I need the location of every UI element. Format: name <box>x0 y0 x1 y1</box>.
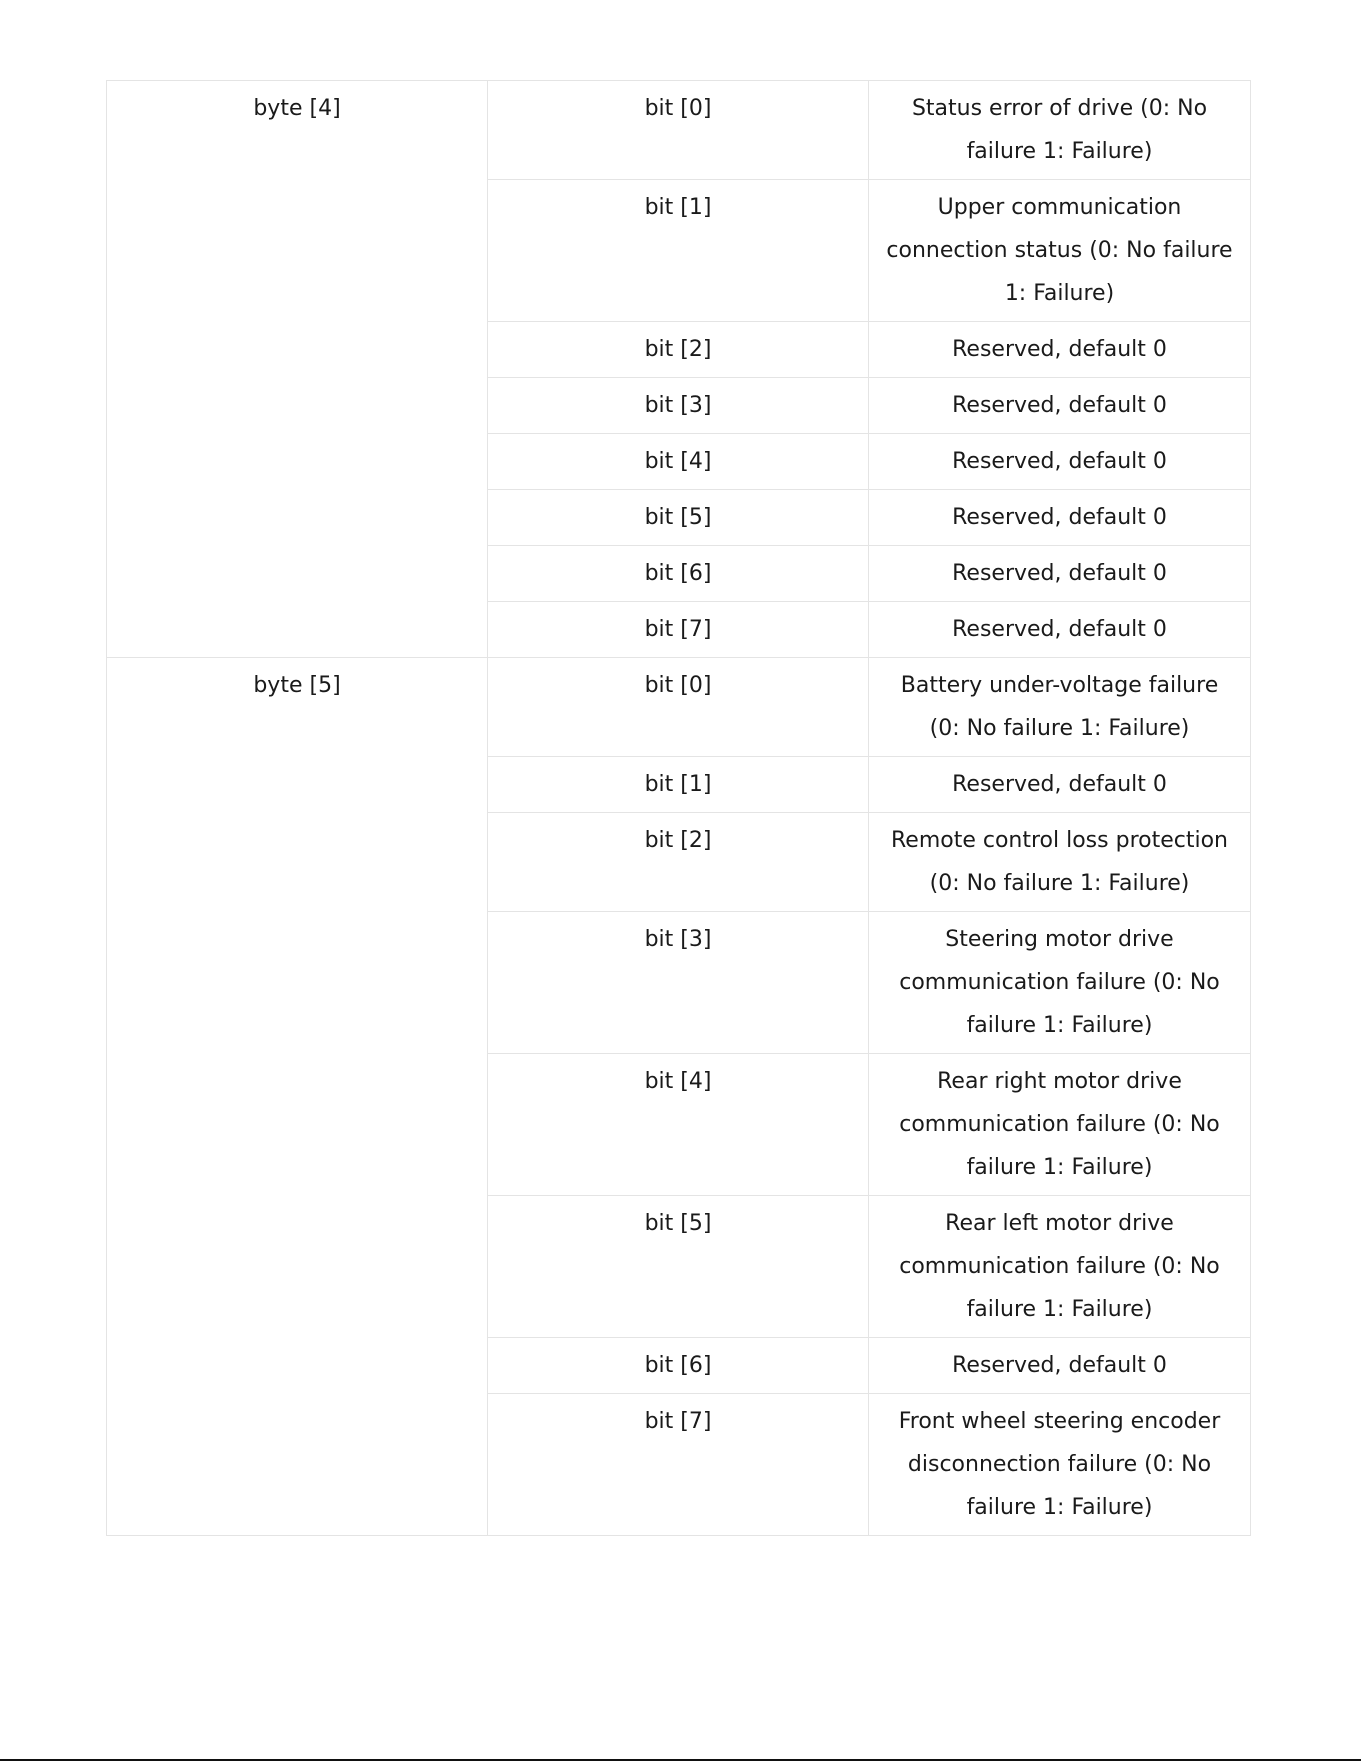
description-cell: Reserved, default 0 <box>869 490 1251 546</box>
bit-cell: bit [5] <box>488 1196 869 1338</box>
bit-cell: bit [4] <box>488 1054 869 1196</box>
description-cell: Rear right motor drive communication failure (0: No failure 1: Failure) <box>869 1054 1251 1196</box>
description-cell: Reserved, default 0 <box>869 378 1251 434</box>
bit-cell: bit [0] <box>488 81 869 180</box>
bit-definition-table <box>106 80 1251 1536</box>
table-row <box>107 658 1251 757</box>
description-cell: Reserved, default 0 <box>869 322 1251 378</box>
description-cell: Reserved, default 0 <box>869 546 1251 602</box>
bit-cell: bit [2] <box>488 322 869 378</box>
description-cell: Reserved, default 0 <box>869 1338 1251 1394</box>
description-cell: Steering motor drive communication failure (0: No failure 1: Failure) <box>869 912 1251 1054</box>
bit-cell: bit [1] <box>488 180 869 322</box>
description-cell: Remote control loss protection (0: No failure 1: Failure) <box>869 813 1251 912</box>
bit-cell: bit [3] <box>488 378 869 434</box>
bit-cell: bit [7] <box>488 1394 869 1536</box>
description-cell: Front wheel steering encoder disconnection failure (0: No failure 1: Failure) <box>869 1394 1251 1536</box>
description-cell: Upper communication connection status (0: No failure 1: Failure) <box>869 180 1251 322</box>
description-cell: Battery under-voltage failure (0: No failure 1: Failure) <box>869 658 1251 757</box>
description-cell: Reserved, default 0 <box>869 602 1251 658</box>
bit-cell: bit [6] <box>488 1338 869 1394</box>
bit-cell: bit [5] <box>488 490 869 546</box>
bit-cell: bit [4] <box>488 434 869 490</box>
description-cell: Reserved, default 0 <box>869 434 1251 490</box>
bit-cell: bit [0] <box>488 658 869 757</box>
bit-cell: bit [2] <box>488 813 869 912</box>
byte-cell: byte [4] <box>107 81 488 658</box>
byte-cell: byte [5] <box>107 658 488 1536</box>
bit-cell: bit [7] <box>488 602 869 658</box>
bit-cell: bit [6] <box>488 546 869 602</box>
description-cell: Status error of drive (0: No failure 1: Failure) <box>869 81 1251 180</box>
table-row <box>107 81 1251 180</box>
description-cell: Reserved, default 0 <box>869 757 1251 813</box>
description-cell: Rear left motor drive communication failure (0: No failure 1: Failure) <box>869 1196 1251 1338</box>
bit-cell: bit [1] <box>488 757 869 813</box>
bit-cell: bit [3] <box>488 912 869 1054</box>
